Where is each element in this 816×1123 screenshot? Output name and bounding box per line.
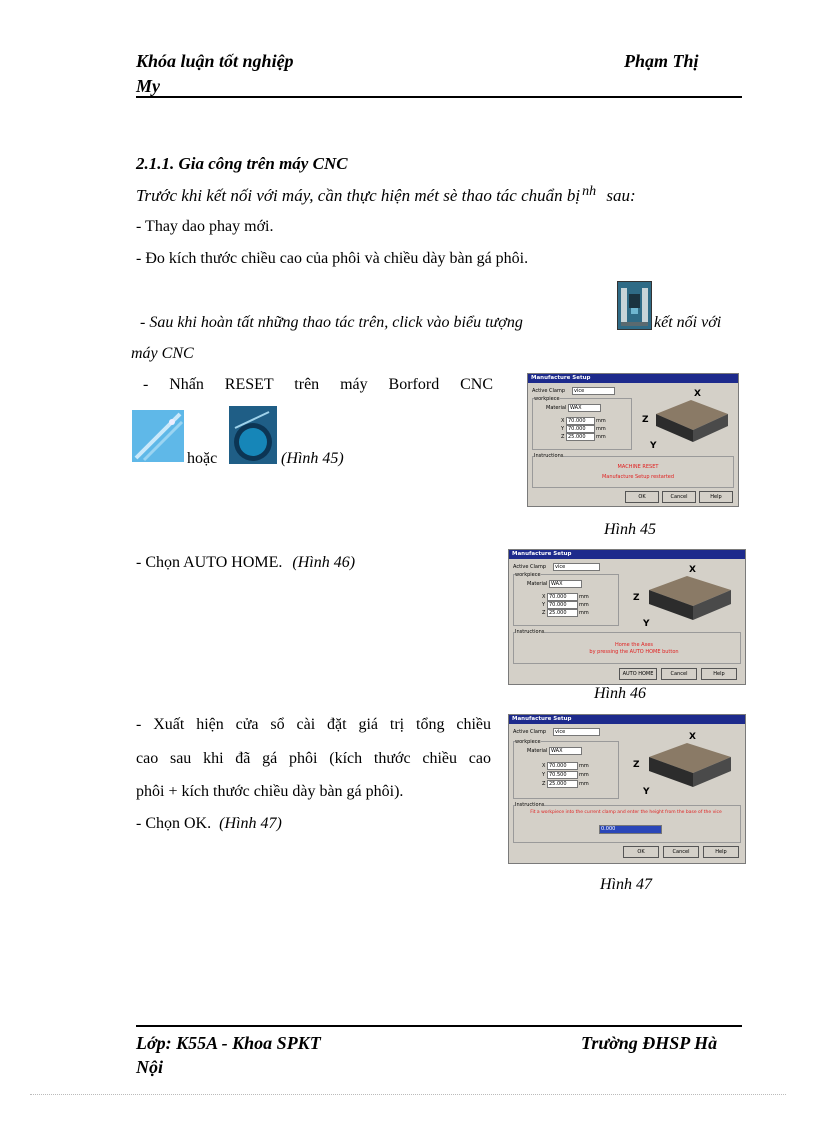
y-input[interactable]: 70.000 (547, 601, 578, 609)
intro-end: sau: (606, 186, 636, 205)
cancel-button[interactable]: Cancel (663, 846, 699, 858)
step-5 (136, 554, 355, 572)
intro-text: Trước khi kết nối với máy, cần thực hiện mét sè thao tác chuẩn bị (136, 186, 581, 205)
manufacture-setup-dialog-45 (527, 373, 739, 507)
material-value[interactable]: WAX (568, 404, 601, 412)
step-4-fig: (Hình 45) (281, 450, 344, 467)
axis-x-label: X (694, 389, 701, 399)
step-1: - Thay dao phay mới. (136, 218, 274, 235)
y-label: Y (561, 426, 565, 432)
z-input[interactable]: 25.000 (547, 609, 578, 617)
axis-y-label: Y (650, 441, 657, 450)
active-clamp-label: Active Clamp (513, 564, 547, 570)
cancel-button[interactable]: Cancel (662, 491, 696, 503)
instructions-label: Instructions (515, 629, 545, 635)
step-7 (136, 815, 282, 833)
workpiece-3d-icon (625, 727, 737, 797)
step-2: - Đo kích thước chiều cao của phôi và chiều dày bàn gá phôi. (136, 250, 529, 267)
axis-x-label: X (689, 732, 696, 742)
ok-button[interactable]: OK (623, 846, 659, 858)
z-label: Z (542, 781, 546, 787)
y-unit: mm (596, 426, 606, 432)
x-unit: mm (596, 418, 606, 424)
y-input[interactable]: 70.500 (547, 771, 578, 779)
caption-fig47: Hình 47 (600, 876, 652, 893)
step-5-text: - Chọn AUTO HOME. (136, 554, 283, 571)
x-input[interactable]: 70.000 (566, 417, 595, 425)
auto-home-button[interactable]: AUTO HOME (619, 668, 657, 680)
material-value[interactable]: WAX (549, 580, 582, 588)
header-right: Phạm Thị (624, 51, 699, 71)
cancel-button[interactable]: Cancel (661, 668, 697, 680)
step-7-text: - Chọn OK. (136, 815, 212, 832)
instructions-group (532, 456, 734, 488)
axis-y-label: Y (643, 787, 650, 797)
header-left: Khóa luận tốt nghiệp (136, 51, 294, 71)
step-5-fig: (Hình 46) (292, 554, 356, 571)
step-7-fig: (Hình 47) (219, 815, 282, 832)
emergency-button-icon (229, 406, 277, 464)
section-title: 2.1.1. Gia công trên máy CNC (136, 154, 348, 173)
step-6-line-3: phôi + kích thước chiều dày bàn gá phôi). (136, 783, 404, 800)
page-bottom-dotted-line (30, 1094, 786, 1095)
z-input[interactable]: 25.000 (566, 433, 595, 441)
cnc-connect-icon (617, 281, 652, 330)
z-label: Z (542, 610, 546, 616)
height-input[interactable]: 0.000 (599, 825, 662, 834)
manufacture-setup-dialog-46 (508, 549, 746, 685)
footer-left: Lớp: K55A - Khoa SPKT (136, 1033, 321, 1053)
intro-line (136, 186, 636, 206)
step-3a: - Sau khi hoàn tất những thao tác trên, click vào biểu tượng (140, 314, 523, 331)
reset-button-icon (132, 410, 184, 462)
step-4a: - Nhấn RESET trên máy Borford CNC (143, 376, 493, 393)
help-button[interactable]: Help (701, 668, 737, 680)
z-label: Z (561, 434, 565, 440)
ok-button[interactable]: OK (625, 491, 659, 503)
caption-fig46: Hình 46 (594, 685, 646, 702)
instruction-msg-2: by pressing the AUTO HOME button (589, 649, 679, 655)
axis-z-label: Z (633, 760, 640, 770)
instructions-label: Instructions (534, 453, 564, 459)
step-6-line-1: - Xuất hiện cửa sổ cài đặt giá trị tổng chiều (136, 716, 491, 733)
y-label: Y (542, 772, 546, 778)
step-3b: kết nối với (654, 314, 722, 331)
footer-rule (136, 1025, 742, 1027)
x-input[interactable]: 70.000 (547, 762, 578, 770)
material-value[interactable]: WAX (549, 747, 582, 755)
manufacture-setup-dialog-47 (508, 714, 746, 864)
active-clamp-value[interactable]: vice (553, 563, 600, 571)
footer-left-cont: Nội (136, 1057, 163, 1077)
dialog-title: Manufacture Setup (528, 374, 738, 383)
y-unit: mm (579, 772, 589, 778)
z-unit: mm (579, 610, 589, 616)
material-label: Material (527, 748, 548, 754)
active-clamp-label: Active Clamp (513, 729, 547, 735)
intro-nh: nh (582, 184, 597, 199)
x-label: X (542, 763, 546, 769)
instruction-msg-2: Manufacture Setup restarted (601, 474, 675, 480)
help-button[interactable]: Help (699, 491, 733, 503)
workpiece-label: workpiece (515, 572, 541, 578)
y-input[interactable]: 70.000 (566, 425, 595, 433)
instructions-label: Instructions (515, 802, 545, 808)
z-input[interactable]: 25.000 (547, 780, 578, 788)
dialog-title: Manufacture Setup (509, 550, 745, 559)
axis-y-label: Y (643, 619, 650, 628)
step-6-line-2: cao sau khi đã gá phôi (kích thước chiều cao (136, 750, 491, 767)
x-unit: mm (579, 594, 589, 600)
workpiece-label: workpiece (515, 739, 541, 745)
x-label: X (561, 418, 565, 424)
workpiece-3d-icon (625, 562, 737, 628)
instruction-msg-1: Fit a workpiece into the current clamp and enter the height from the base of the vice (530, 810, 722, 815)
help-button[interactable]: Help (703, 846, 739, 858)
header-rule (136, 96, 742, 98)
active-clamp-label: Active Clamp (532, 388, 566, 394)
x-label: X (542, 594, 546, 600)
instruction-msg-1: MACHINE RESET (617, 464, 659, 470)
material-label: Material (527, 581, 548, 587)
x-unit: mm (579, 763, 589, 769)
y-label: Y (542, 602, 546, 608)
active-clamp-value[interactable]: vice (553, 728, 600, 736)
z-unit: mm (596, 434, 606, 440)
active-clamp-value[interactable]: vice (572, 387, 615, 395)
workpiece-3d-icon (636, 386, 734, 450)
z-unit: mm (579, 781, 589, 787)
instruction-msg-1: Home the Axes (614, 642, 654, 648)
workpiece-label: workpiece (534, 396, 560, 402)
footer-right: Trường ĐHSP Hà (581, 1033, 718, 1053)
step-4-hoac: hoặc (187, 450, 218, 467)
axis-x-label: X (689, 565, 696, 575)
material-label: Material (546, 405, 567, 411)
caption-fig45: Hình 45 (604, 521, 656, 538)
axis-z-label: Z (633, 593, 640, 603)
dialog-title: Manufacture Setup (509, 715, 745, 724)
axis-z-label: Z (642, 415, 649, 425)
step-3c: máy CNC (131, 345, 194, 362)
x-input[interactable]: 70.000 (547, 593, 578, 601)
y-unit: mm (579, 602, 589, 608)
instructions-group (513, 632, 741, 664)
header-left-cont: My (136, 76, 160, 96)
